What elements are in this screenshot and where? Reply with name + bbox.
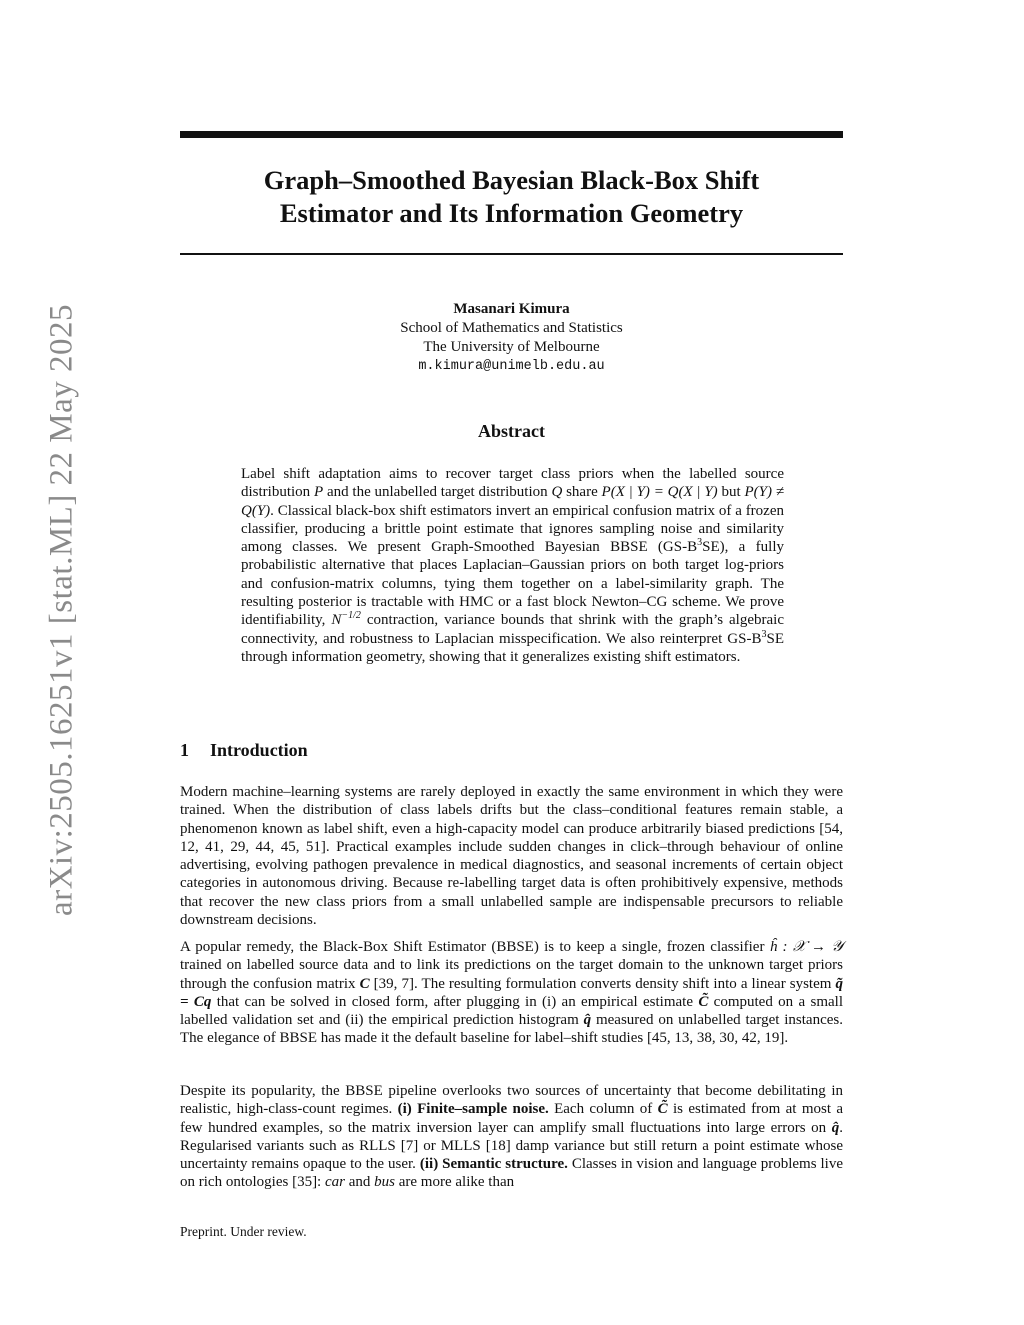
paragraph-text: trained on labelled source data and to link its predictions on the target domain to the unknown target priors through the confusion matrix — [180, 957, 843, 992]
title-line-1: Graph–Smoothed Bayesian Black-Box Shift — [263, 165, 760, 195]
footer-note: Preprint. Under review. — [180, 1224, 307, 1239]
bold-run-in-finite-sample: (i) Finite–sample noise. — [397, 1101, 549, 1118]
paragraph-text: Classes in vision and language problems live on rich ontologies [35]: — [180, 1156, 843, 1191]
section-number: 1 — [180, 740, 189, 760]
arxiv-identifier-stamp: arXiv:2505.16251v1 [stat.ML] 22 May 2025 — [43, 303, 80, 917]
intro-paragraph-2 — [180, 938, 843, 1048]
math-linear-system: q̃ = Cq — [180, 975, 843, 1010]
intro-paragraph-3 — [180, 1082, 843, 1192]
title-bottom-rule — [180, 253, 843, 255]
paragraph-text: computed on a small labelled validation set and (ii) the empirical prediction histogram — [180, 993, 843, 1029]
abstract-body — [241, 465, 784, 666]
paragraph-text: that can be solved in closed form, after plugging in (i) an empirical estimate — [211, 993, 699, 1010]
paragraph-text: measured on unlabelled target instances. The elegance of BBSE has made it the default baseline for label–shift studies [45, 13, 38, 30, 42, 19]. — [180, 1012, 843, 1047]
abstract-text: but — [717, 484, 745, 501]
paragraph-text: . Regularised variants such as RLLS [7] or MLLS [18] damp variance but still return a point estimate whose uncertainty remains opaque to the user. — [180, 1119, 843, 1173]
superscript-three: 3 — [761, 628, 767, 640]
italic-term-car: car — [324, 1174, 345, 1191]
paragraph-text: and — [344, 1174, 375, 1191]
italic-term-bus: bus — [374, 1174, 395, 1191]
abstract-text: and the unlabelled target distribution — [323, 484, 552, 501]
section-title: Introduction — [210, 740, 308, 760]
author-affiliation-university: The University of Melbourne — [423, 339, 600, 355]
math-prediction-histogram: q̂ — [831, 1119, 840, 1136]
math-confusion-matrix: C — [359, 975, 370, 992]
title-line-2: Estimator and Its Information Geometry — [279, 198, 744, 228]
paragraph-text: Despite its popularity, the BBSE pipeline overlooks two sources of uncertainty that become debilitating in realistic, high-class-count regimes. — [180, 1083, 843, 1118]
abstract-heading: Abstract — [478, 421, 545, 441]
math-empirical-confusion: C̃ — [698, 993, 709, 1010]
abstract-text: share — [562, 484, 602, 501]
section-heading-introduction — [180, 740, 843, 761]
author-name: Masanari Kimura — [453, 301, 570, 317]
abstract-text: SE through information geometry, showing that it generalizes existing shift estimators. — [241, 630, 784, 665]
math-q: Q — [551, 484, 563, 501]
math-rate-exponent: −1/2 — [341, 610, 361, 622]
math-empirical-confusion: C̃ — [657, 1101, 668, 1118]
math-conditional-equality: P(X | Y) = Q(X | Y) — [601, 484, 718, 501]
math-prediction-histogram: q̂ — [583, 1012, 592, 1029]
paragraph-text: Each column of — [548, 1101, 658, 1118]
paragraph-text: A popular remedy, the Black-Box Shift Estimator (BBSE) is to keep a single, frozen classifier — [180, 939, 770, 955]
author-block — [180, 300, 843, 376]
abstract-text: . Classical black-box shift estimators invert an empirical confusion matrix of a frozen classifier, producing a brittle point estimate that ignores sampling noise and similarity among classes. We present Graph-Smoothed Bayesian BBSE (GS-B — [241, 502, 784, 556]
paper-title — [180, 164, 843, 230]
abstract-text: Label shift adaptation aims to recover target class priors when the labelled source distribution — [241, 466, 784, 501]
bold-run-in-semantic-structure: (ii) Semantic structure. — [419, 1156, 568, 1173]
abstract-text: SE), a fully probabilistic alternative that places Laplacian–Gaussian priors on both target log-priors and confusion-matrix columns, tying them together on a label-similarity graph. The resulting posterior is tractable with HMC or a fast block Newton–CG scheme. We prove identifiability, — [241, 539, 784, 629]
math-rate-base: N — [331, 612, 342, 629]
abstract-text: contraction, variance bounds that shrink with the graph’s algebraic connectivity, and robustness to Laplacian misspecification. We also reinterpret GS-B — [241, 612, 784, 647]
author-email: m.kimura@unimelb.edu.au — [418, 359, 605, 374]
superscript-three: 3 — [697, 537, 703, 549]
paragraph-text: is estimated from at most a few hundred examples, so the matrix inversion layer can amplify small fluctuations into large errors on — [180, 1101, 843, 1136]
math-p: P — [313, 484, 324, 501]
paragraph-text: are more alike than — [395, 1174, 515, 1191]
author-affiliation-school: School of Mathematics and Statistics — [400, 320, 623, 336]
math-prior-inequality: P(Y) ≠ Q(Y) — [241, 484, 784, 519]
intro-paragraph-1: Modern machine–learning systems are rarely deployed in exactly the same environment in which they were trained. When the distribution of class labels drifts but the class–conditional features remain stable, a phenomenon known as label shift, even a high-capacity model can produce arbitrarily biased predictions [54, 12, 41, 29, 44, 45, 51]. Practical examples include sudden changes in click–through behaviour of online advertising, evolving pathogen prevalence in medical diagnostics, and seasonal increments of certain object categories in autonomous driving. Because re-labelling target data is often prohibitively expensive, methods that recover the new class priors from a small unlabelled sample are indispensable precursors to reliable downstream decisions. — [180, 784, 843, 929]
math-classifier-map: ĥ : 𝒳 → 𝒴 — [769, 939, 843, 955]
paragraph-text: [39, 7]. The resulting formulation converts density shift into a linear system — [369, 975, 836, 992]
title-top-rule — [180, 131, 843, 138]
